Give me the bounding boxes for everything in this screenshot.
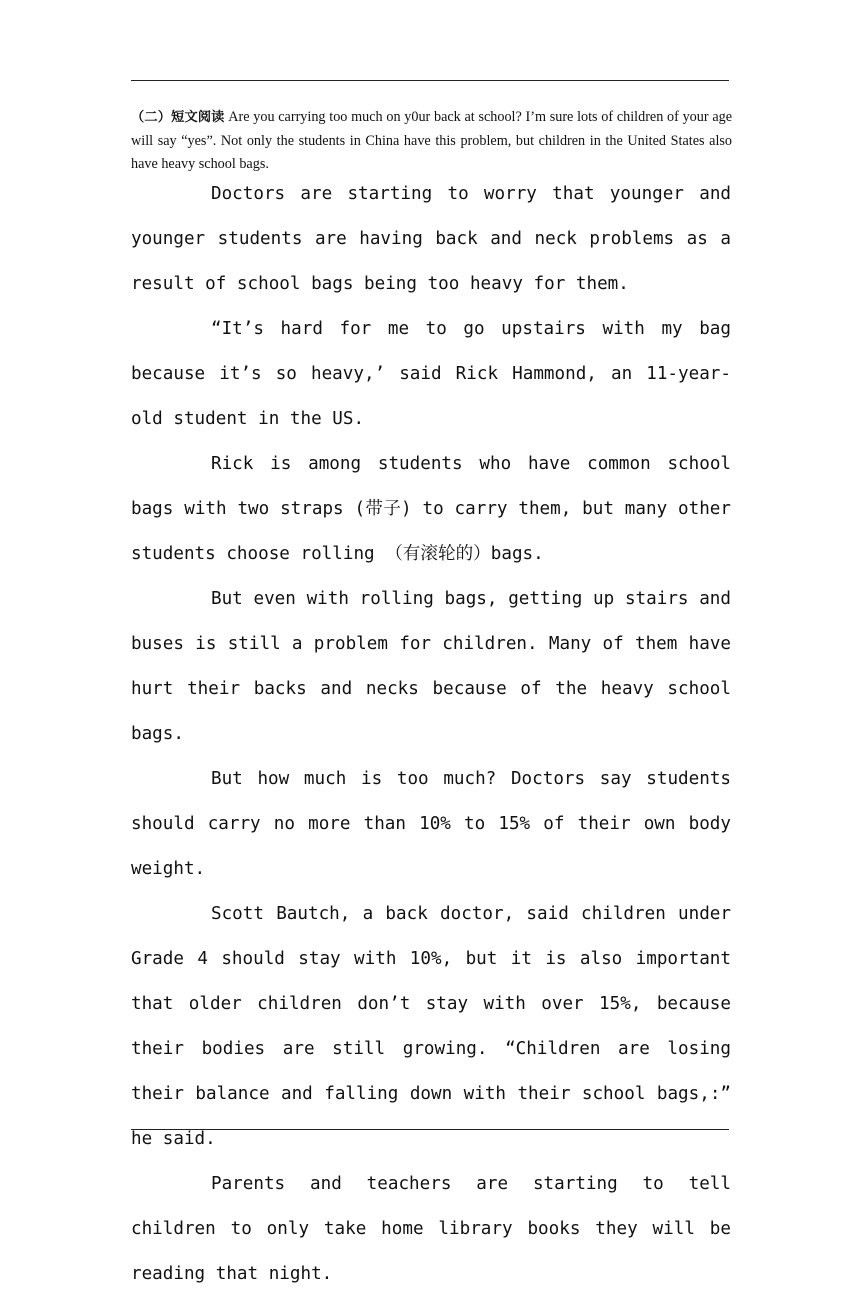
bottom-rule <box>131 1129 729 1130</box>
intro-paragraph <box>131 106 732 177</box>
paragraph-rolling-bags: But even with rolling bags, getting up stairs and buses is still a problem for children. Many of them have hurt their backs and necks because of the heavy school bags. <box>131 589 731 744</box>
paragraph-parents-teachers: Parents and teachers are starting to tell children to only take home library books they will be reading that night. <box>131 1174 731 1284</box>
paragraph-rick-quote: “It’s hard for me to go upstairs with my bag because it’s so heavy,’ said Rick Hammond, an 11-year-old student in the US. <box>131 319 731 429</box>
paragraph-straps: Rick is among students who have common school bags with two straps (带子) to carry them, but many other students choose rolling （有滚轮的）bags. <box>131 454 731 564</box>
paragraph-how-much: But how much is too much? Doctors say students should carry no more than 10% to 15% of their own body weight. <box>131 769 731 879</box>
top-rule <box>131 80 729 81</box>
paragraph-scott-bautch: Scott Bautch, a back doctor, said children under Grade 4 should stay with 10%, but it is also important that older children don’t stay with over 15%, because their bodies are still growing. “Children are losing their balance and falling down with their school bags,:” he said. <box>131 904 731 1149</box>
intro-text: Are you carrying too much on y0ur back at school? I’m sure lots of children of your age will say “yes”. Not only the students in China have this problem, but children in the United States also have heavy school bags. <box>131 109 733 173</box>
section-heading: （二）短文阅读 <box>131 110 225 125</box>
paragraph-doctors-worry: Doctors are starting to worry that younger and younger students are having back and neck problems as a result of school bags being too heavy for them. <box>131 184 731 294</box>
